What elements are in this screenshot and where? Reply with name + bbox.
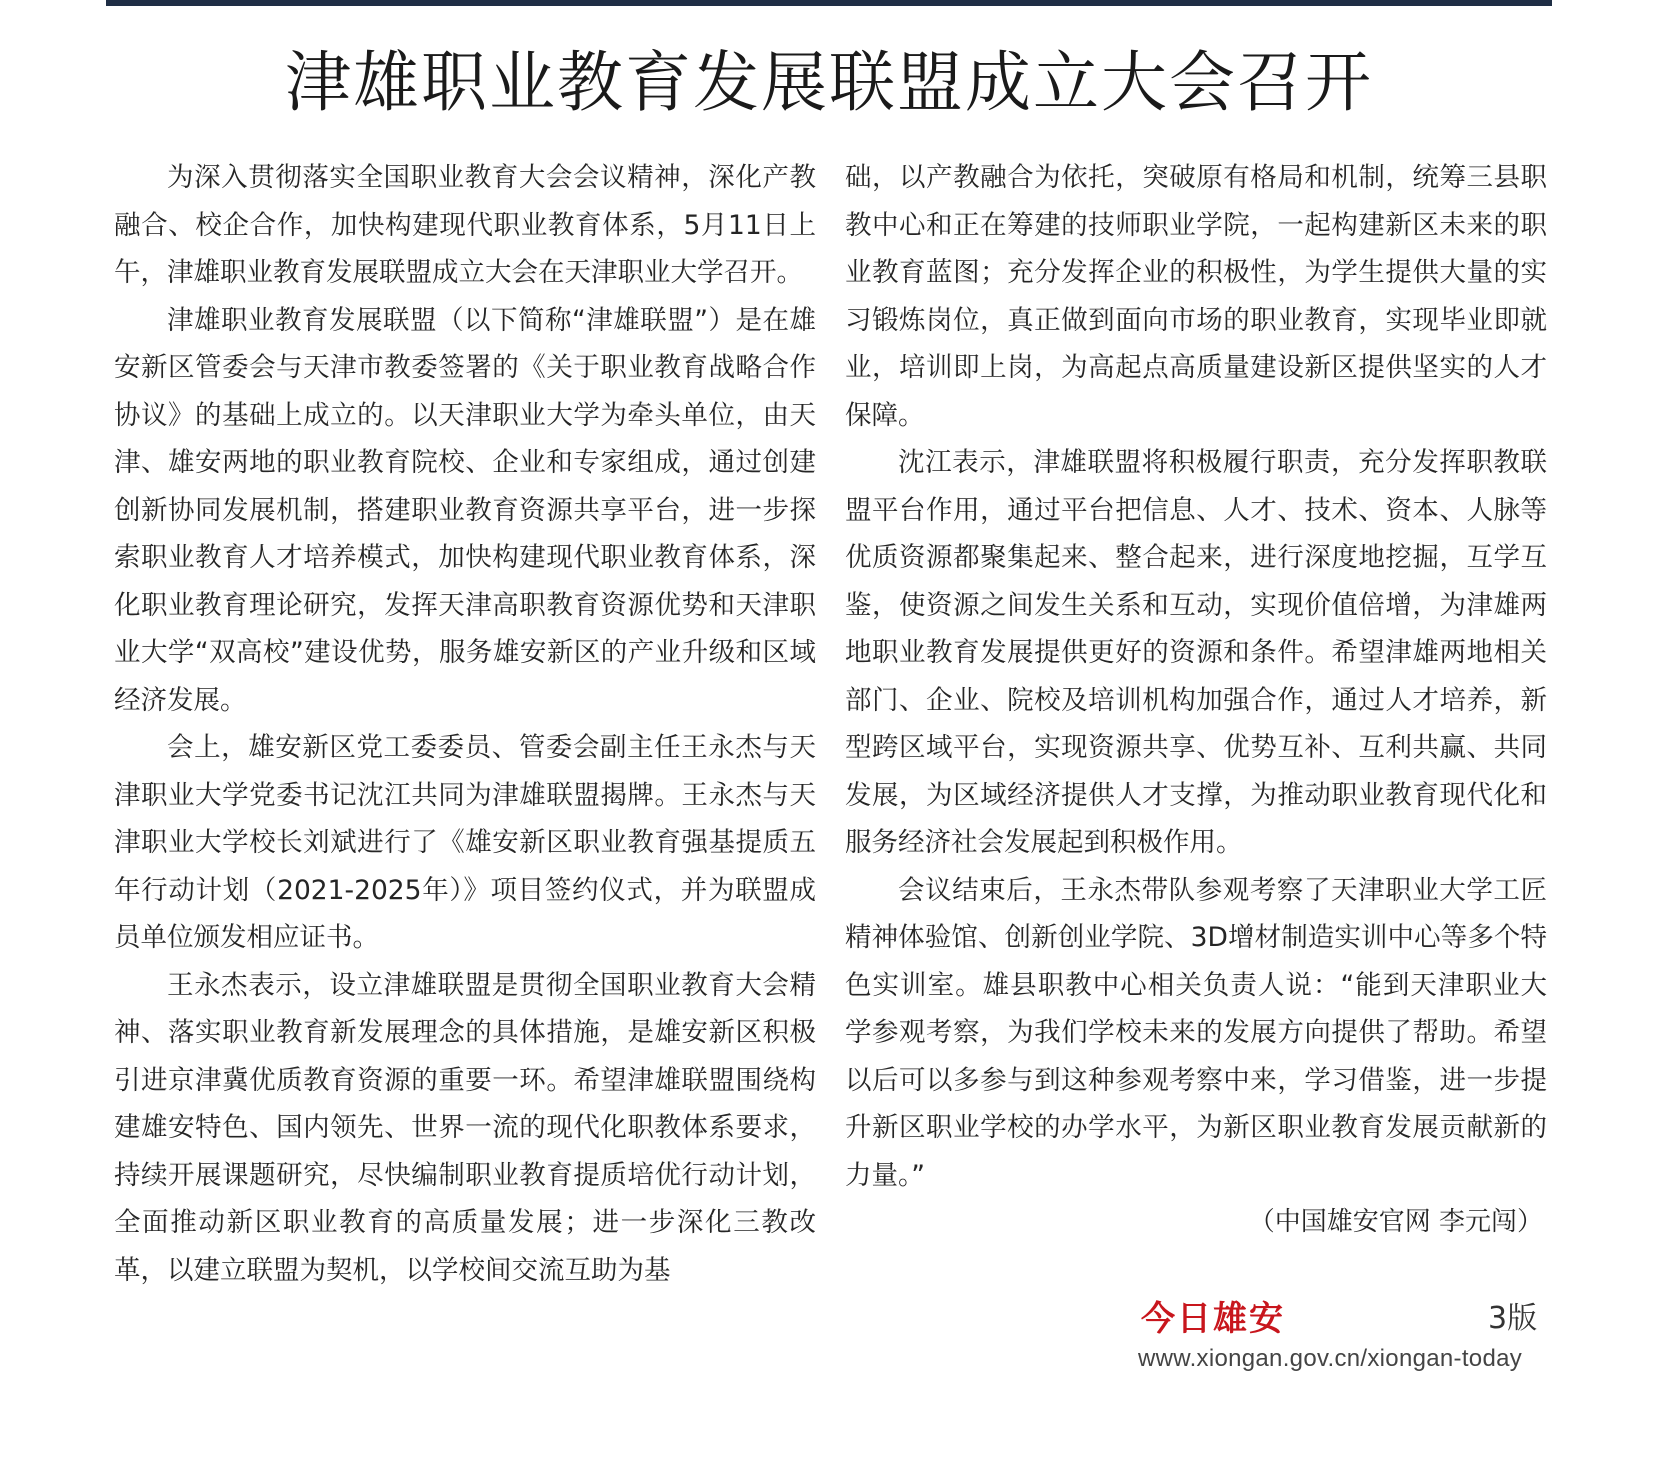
paragraph: 会上，雄安新区党工委委员、管委会副主任王永杰与天津职业大学党委书记沈江共同为津雄联盟揭牌。王永杰与天津职业大学校长刘斌进行了《雄安新区职业教育强基提质五年行动计划（2021-2025年）》项目签约仪式，并为联盟成员单位颁发相应证书。 xyxy=(114,732,816,953)
article-headline: 津雄职业教育发展联盟成立大会召开 xyxy=(285,44,1373,121)
paragraph-continued: 础，以产教融合为依托，突破原有格局和机制，统筹三县职教中心和正在筹建的技师职业学院，一起构建新区未来的职业教育蓝图；充分发挥企业的积极性，为学生提供大量的实习锻炼岗位，真正做到面向市场的职业教育，实现毕业即就业，培训即上岗，为高起点高质量建设新区提供坚实的人才保障。 xyxy=(845,162,1547,431)
top-rule xyxy=(106,0,1552,6)
site-url: www.xiongan.gov.cn/xiongan-today xyxy=(1138,1345,1523,1372)
paragraph: 会议结束后，王永杰带队参观考察了天津职业大学工匠精神体验馆、创新创业学院、3D增材制造实训中心等多个特色实训室。雄县职教中心相关负责人说：“能到天津职业大学参观考察，为我们学校未来的发展方向提供了帮助。希望以后可以多参与到这种参观考察中来，学习借鉴，进一步提升新区职业学校的办学水平，为新区职业教育发展贡献新的力量。” xyxy=(845,874,1547,1191)
article-right-column xyxy=(845,154,1547,1247)
paragraph: 王永杰表示，设立津雄联盟是贯彻全国职业教育大会精神、落实职业教育新发展理念的具体措施，是雄安新区积极引进京津冀优质教育资源的重要一环。希望津雄联盟围绕构建雄安特色、国内领先、世界一流的现代化职教体系要求，持续开展课题研究，尽快编制职业教育提质培优行动计划，全面推动新区职业教育的高质量发展；进一步深化三教改革，以建立联盟为契机，以学校间交流互助为基 xyxy=(114,969,816,1286)
article-byline: （中国雄安官网 李元闯） xyxy=(1248,1207,1543,1237)
page-number: 3版 xyxy=(1488,1301,1538,1336)
article-left-column xyxy=(114,154,816,1294)
paragraph: 为深入贯彻落实全国职业教育大会会议精神，深化产教融合、校企合作，加快构建现代职业教育体系，5月11日上午，津雄职业教育发展联盟成立大会在天津职业大学召开。 xyxy=(114,162,816,288)
masthead-logo: 今日雄安 xyxy=(1141,1299,1285,1339)
paragraph: 沈江表示，津雄联盟将积极履行职责，充分发挥职教联盟平台作用，通过平台把信息、人才、技术、资本、人脉等优质资源都聚集起来、整合起来，进行深度地挖掘，互学互鉴，使资源之间发生关系和互动，实现价值倍增，为津雄两地职业教育发展提供更好的资源和条件。希望津雄两地相关部门、企业、院校及培训机构加强合作，通过人才培养，新型跨区域平台，实现资源共享、优势互补、互利共赢、共同发展，为区域经济提供人才支撑，为推动职业教育现代化和服务经济社会发展起到积极作用。 xyxy=(845,447,1547,858)
paragraph: 津雄职业教育发展联盟（以下简称“津雄联盟”）是在雄安新区管委会与天津市教委签署的《关于职业教育战略合作协议》的基础上成立的。以天津职业大学为牵头单位，由天津、雄安两地的职业教育院校、企业和专家组成，通过创建创新协同发展机制，搭建职业教育资源共享平台，进一步探索职业教育人才培养模式，加快构建现代职业教育体系，深化职业教育理论研究，发挥天津高职教育资源优势和天津职业大学“双高校”建设优势，服务雄安新区的产业升级和区域经济发展。 xyxy=(114,304,816,716)
